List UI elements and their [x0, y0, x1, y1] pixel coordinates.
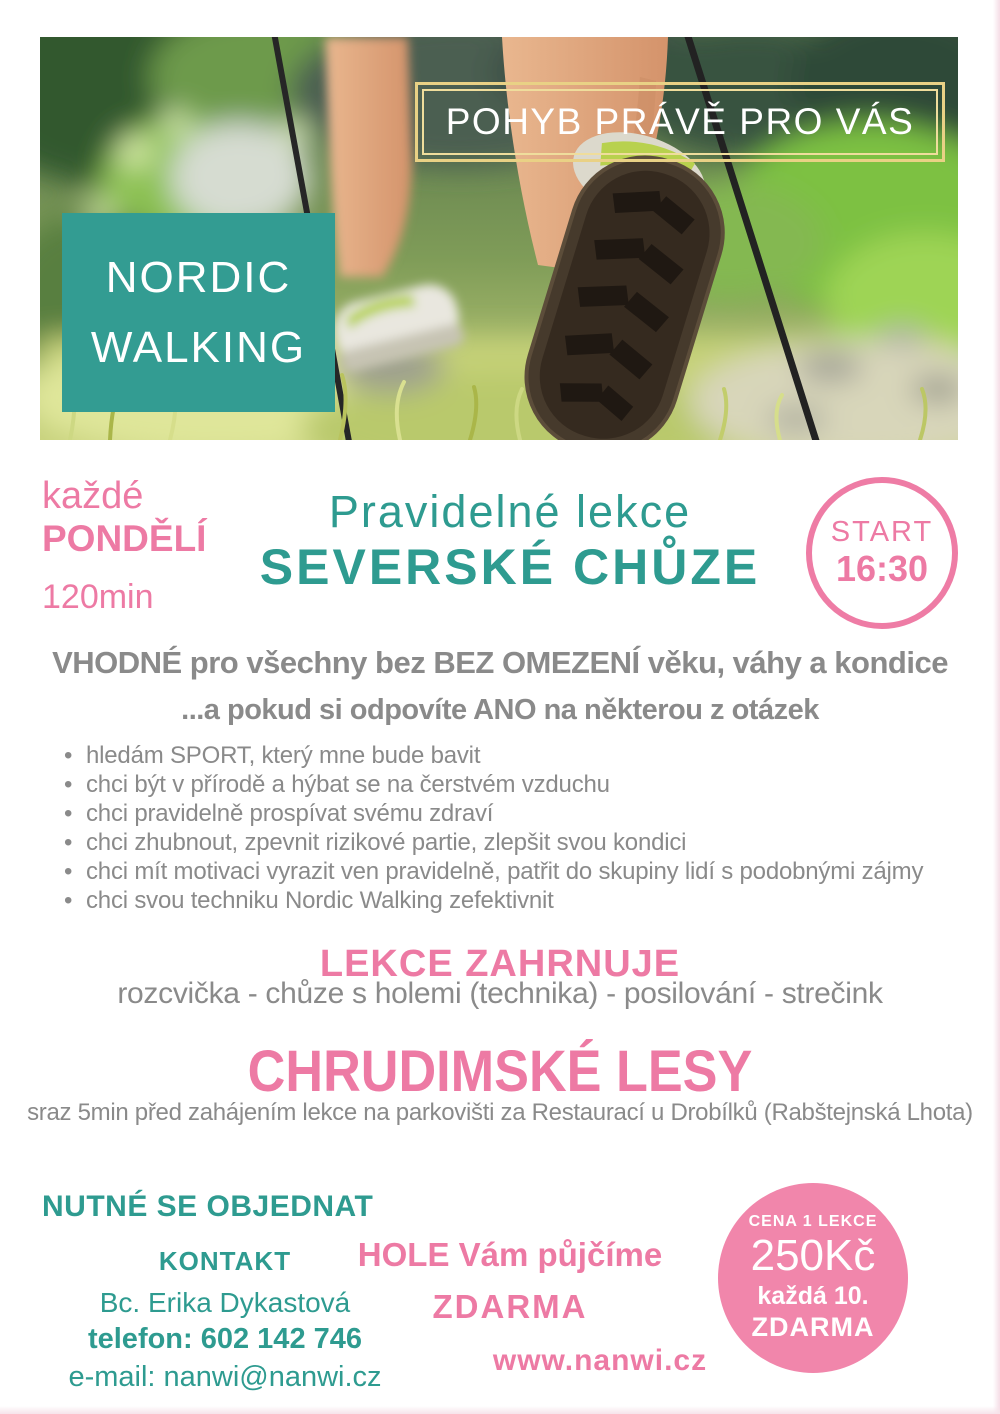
intro-line1: VHODNÉ pro všechny bez BEZ OMEZENÍ věku, váhy a kondice — [52, 645, 948, 680]
list-item: • chci mít motivaci vyrazit ven pravidelně, patřit do skupiny lidí s podobnými zájmy — [62, 857, 972, 886]
lesson-includes-heading: LEKCE ZAHRNUJE — [319, 943, 681, 985]
schedule-every: každé — [42, 475, 144, 517]
badge-line-2: WALKING — [90, 322, 307, 372]
location-note: sraz 5min před zahájením lekce na parkovišti za Restaurací u Drobílků (Rabštejnská Lhota) — [27, 1099, 973, 1126]
badge-line-1: NORDIC — [105, 252, 292, 302]
start-time-badge — [806, 477, 958, 629]
price-badge — [718, 1183, 908, 1373]
list-item: • chci být v přírodě a hýbat se na čerstvém vzduchu — [62, 770, 972, 799]
pole-rental-line1: HOLE Vám půjčíme — [357, 1236, 663, 1273]
start-time: 16:30 — [835, 548, 929, 590]
price-note1: každá 10. — [757, 1282, 869, 1311]
scan-edge-right — [993, 0, 1000, 1414]
list-item: • chci pravidelně prospívat svému zdraví — [62, 799, 972, 828]
nordic-walking-badge — [62, 213, 335, 412]
booking-required-heading: NUTNÉ SE OBJEDNAT — [42, 1190, 374, 1223]
pole-rental-line2: ZDARMA — [432, 1288, 588, 1325]
schedule-day: PONDĚLÍ — [42, 518, 207, 559]
hero-banner-text: POHYB PRÁVĚ PRO VÁS — [445, 101, 915, 142]
list-item: • chci svou techniku Nordic Walking zefektivnit — [62, 886, 972, 915]
motivation-bullet-list — [62, 741, 972, 915]
list-item: • chci zhubnout, zpevnit rizikové partie, zlepšit svou kondici — [62, 828, 972, 857]
lesson-includes-content: rozcvička - chůze s holemi (technika) - posilování - strečink — [117, 977, 883, 1010]
price-value: 250Kč — [750, 1230, 876, 1280]
start-label: START — [830, 516, 934, 549]
price-note2: ZDARMA — [751, 1312, 875, 1343]
list-item: • hledám SPORT, který mne bude bavit — [62, 741, 972, 770]
page-title-line2: SEVERSKÉ CHŮZE — [259, 539, 761, 595]
schedule-duration: 120min — [42, 578, 154, 616]
contact-email: e-mail: nanwi@nanwi.cz — [68, 1361, 382, 1393]
website-url: www.nanwi.cz — [492, 1344, 708, 1377]
contact-name: Bc. Erika Dykastová — [99, 1287, 351, 1318]
location-name: CHRUDIMSKÉ LESY — [247, 1039, 753, 1104]
price-label: CENA 1 LEKCE — [748, 1212, 878, 1230]
scan-edge-bottom — [0, 1406, 1000, 1414]
intro-line2: ...a pokud si odpovíte ANO na některou z otázek — [181, 694, 819, 726]
contact-heading: KONTAKT — [158, 1246, 292, 1276]
hero-banner — [415, 82, 945, 162]
contact-phone: telefon: 602 142 746 — [87, 1323, 363, 1355]
page-title-line1: Pravidelné lekce — [328, 486, 692, 537]
